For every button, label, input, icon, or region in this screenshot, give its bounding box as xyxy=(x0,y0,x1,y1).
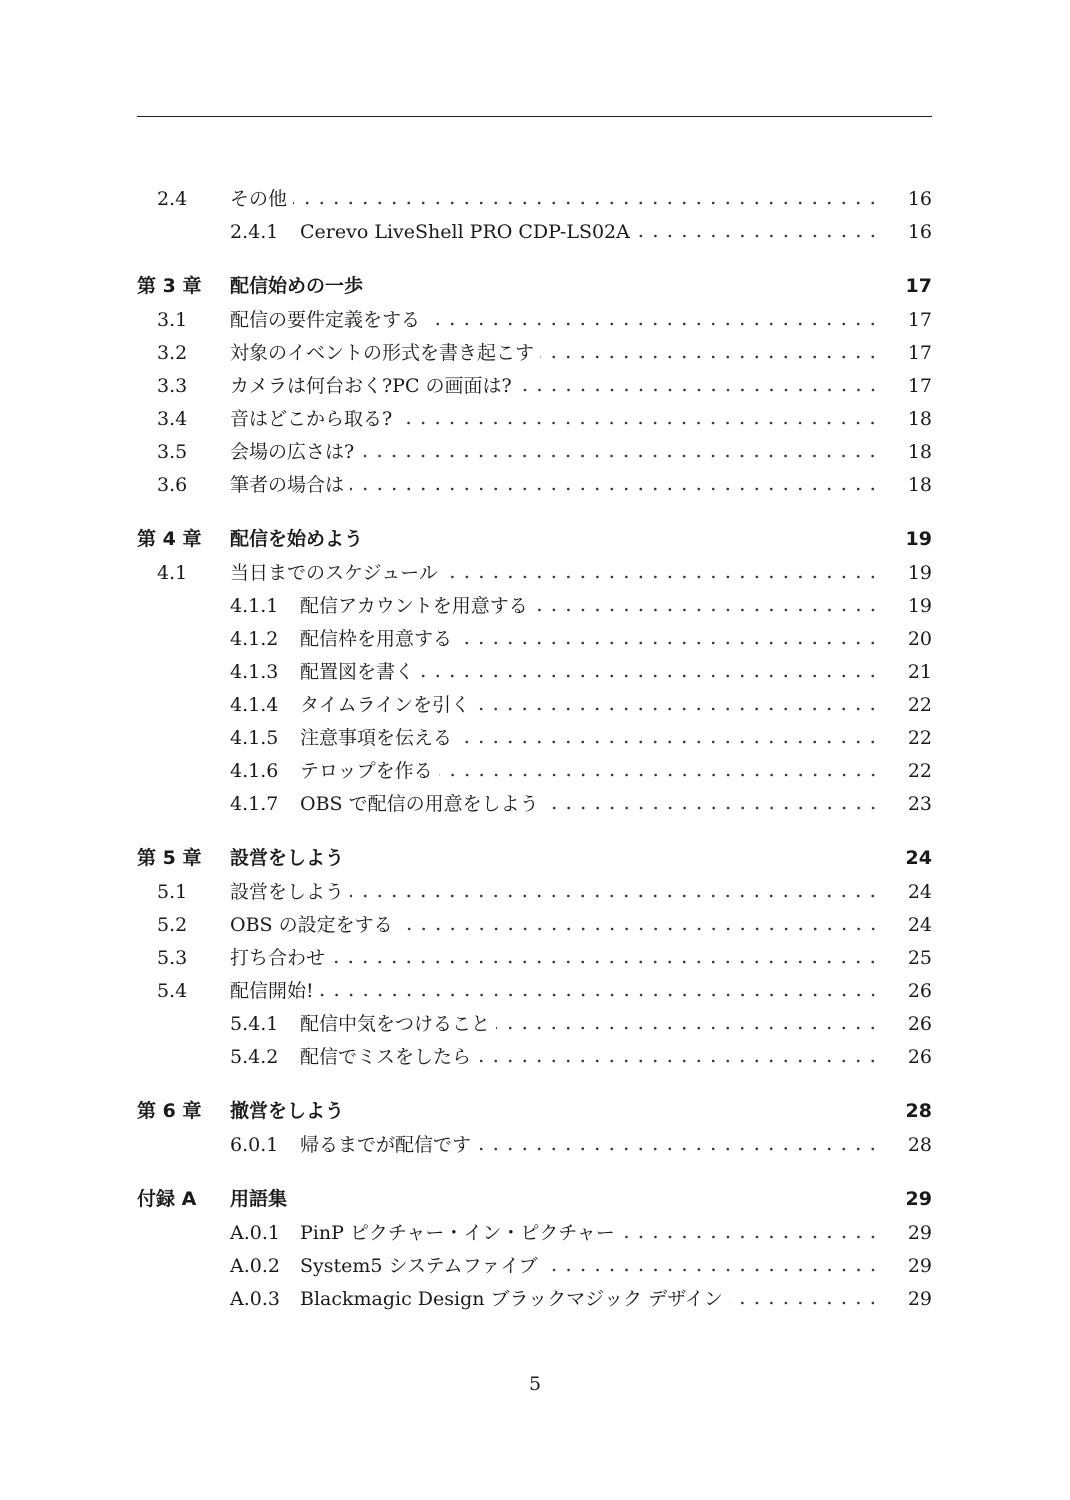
toc-entry-title-text: 打ち合わせ xyxy=(230,947,326,969)
dot-leader xyxy=(331,943,884,973)
toc-entry-title xyxy=(230,877,884,907)
toc-subsection-entry[interactable] xyxy=(137,789,932,819)
toc-entry-title xyxy=(230,470,884,500)
toc-subsection-entry[interactable] xyxy=(137,690,932,720)
dot-leader xyxy=(540,338,884,368)
toc-section-entry[interactable] xyxy=(137,558,932,588)
toc-entry-title-text: 配信開始! xyxy=(230,980,314,1002)
toc-entry-title-text: 設営をしよう xyxy=(230,881,345,903)
toc-entry-page: 29 xyxy=(907,1222,932,1244)
toc-entry-number: 第 5 章 xyxy=(137,847,202,869)
toc-subsection-entry[interactable] xyxy=(137,217,932,247)
toc-entry-title xyxy=(230,184,884,214)
toc-entry-title xyxy=(300,624,884,654)
dot-leader xyxy=(477,1042,884,1072)
dot-leader xyxy=(729,1284,884,1314)
toc-entry-title-text: 筆者の場合は xyxy=(230,474,345,496)
dot-leader xyxy=(518,371,884,401)
toc-entry-title xyxy=(230,437,884,467)
toc-entry-page: 29 xyxy=(905,1188,932,1210)
toc-subsection-entry[interactable] xyxy=(137,1130,932,1160)
toc-section-entry[interactable] xyxy=(137,943,932,973)
toc-subsection-entry[interactable] xyxy=(137,1009,932,1039)
toc-section-entry[interactable] xyxy=(137,976,932,1006)
dot-leader xyxy=(420,657,884,687)
dot-leader xyxy=(496,1009,884,1039)
toc-entry-page: 19 xyxy=(907,562,932,584)
dot-leader xyxy=(399,910,884,940)
toc-entry-title xyxy=(300,723,884,753)
toc-entry-page: 26 xyxy=(907,1046,932,1068)
dot-leader xyxy=(544,1251,884,1281)
toc-entry-title xyxy=(230,943,884,973)
toc-entry-number: 第 3 章 xyxy=(137,275,202,297)
toc-entry-number: 4.1.5 xyxy=(230,727,279,749)
toc-entry-title xyxy=(230,843,350,873)
toc-entry-page: 29 xyxy=(907,1288,932,1310)
toc-entry-page: 24 xyxy=(907,914,932,936)
toc-entry-title xyxy=(300,789,884,819)
toc-entry-page: 20 xyxy=(907,628,932,650)
toc-entry-number: 4.1 xyxy=(157,562,188,584)
dot-leader xyxy=(293,184,884,214)
toc-entry-title xyxy=(230,404,884,434)
toc-entry-title xyxy=(300,756,884,786)
toc-entry-page: 16 xyxy=(907,188,932,210)
toc-entry-number: 6.0.1 xyxy=(230,1134,279,1156)
toc-entry-title xyxy=(230,1096,350,1126)
toc-entry-title xyxy=(230,976,884,1006)
toc-entry-title xyxy=(230,558,884,588)
toc-entry-number: 付録 A xyxy=(137,1188,197,1210)
toc-entry-number: 5.4.2 xyxy=(230,1046,279,1068)
toc-entry-page: 18 xyxy=(907,441,932,463)
toc-entry-number: 4.1.3 xyxy=(230,661,279,683)
toc-entry-page: 17 xyxy=(907,309,932,331)
toc-entry-title-text: 配置図を書く xyxy=(300,661,415,683)
toc-entry-page: 21 xyxy=(907,661,932,683)
toc-entry-number: A.0.1 xyxy=(230,1222,280,1244)
toc-entry-title-text: テロップを作る xyxy=(300,760,433,782)
toc-entry-title xyxy=(230,371,884,401)
dot-leader xyxy=(636,217,884,247)
toc-subsection-entry[interactable] xyxy=(137,591,932,621)
toc-entry-title-text: 配信の要件定義をする xyxy=(230,309,421,331)
dot-leader xyxy=(534,591,884,621)
toc-subsection-entry[interactable] xyxy=(137,1251,932,1281)
toc-entry-number: 5.4 xyxy=(157,980,188,1002)
toc-subsection-entry[interactable] xyxy=(137,1042,932,1072)
toc-entry-page: 24 xyxy=(905,847,932,869)
toc-entry-page: 29 xyxy=(907,1255,932,1277)
toc-entry-page: 25 xyxy=(907,947,932,969)
toc-entry-title-text: タイムラインを引く xyxy=(300,694,471,716)
toc-entry-title xyxy=(300,1251,884,1281)
toc-chapter-entry[interactable] xyxy=(137,524,932,554)
toc-entry-title-text: 配信アカウントを用意する xyxy=(300,595,528,617)
dot-leader xyxy=(458,624,884,654)
toc-entry-title xyxy=(300,591,884,621)
toc-entry-title xyxy=(230,910,884,940)
toc-entry-page: 19 xyxy=(905,528,932,550)
toc-entry-page: 22 xyxy=(907,727,932,749)
toc-entry-title xyxy=(230,524,369,554)
toc-entry-title xyxy=(300,657,884,687)
toc-entry-number: 3.2 xyxy=(157,342,188,364)
toc-entry-title xyxy=(230,338,884,368)
toc-entry-number: 4.1.4 xyxy=(230,694,279,716)
toc-entry-number: 4.1.2 xyxy=(230,628,279,650)
toc-subsection-entry[interactable] xyxy=(137,756,932,786)
toc-entry-title-text: System5 システムファイブ xyxy=(300,1255,538,1277)
toc-entry-title-text: OBS の設定をする xyxy=(230,914,393,936)
toc-entry-title-text: 設営をしよう xyxy=(230,847,345,869)
toc-subsection-entry[interactable] xyxy=(137,624,932,654)
toc-entry-title xyxy=(300,1284,884,1314)
toc-entry-title-text: 会場の広さは? xyxy=(230,441,355,463)
toc-subsection-entry[interactable] xyxy=(137,1218,932,1248)
toc-entry-number: 第 6 章 xyxy=(137,1100,202,1122)
toc-entry-number: A.0.3 xyxy=(230,1288,280,1310)
toc-entry-title xyxy=(300,1130,884,1160)
toc-entry-title-text: 配信を始めよう xyxy=(230,528,364,550)
toc-entry-page: 17 xyxy=(907,342,932,364)
toc-entry-page: 22 xyxy=(907,760,932,782)
dot-leader xyxy=(350,877,884,907)
dot-leader xyxy=(439,756,884,786)
toc-entry-title-text: 用語集 xyxy=(230,1188,288,1210)
toc-entry-title xyxy=(300,217,884,247)
toc-entry-title-text: 音はどこから取る? xyxy=(230,408,393,430)
toc-entry-title xyxy=(300,690,884,720)
toc-section-entry[interactable] xyxy=(137,371,932,401)
toc-entry-title-text: 帰るまでが配信です xyxy=(300,1134,472,1156)
toc-entry-page: 17 xyxy=(905,275,932,297)
toc-section-entry[interactable] xyxy=(137,470,932,500)
toc-entry-title-text: 注意事項を伝える xyxy=(300,727,453,749)
toc-entry-page: 17 xyxy=(907,375,932,397)
toc-entry-number: 5.1 xyxy=(157,881,188,903)
toc-chapter-entry[interactable] xyxy=(137,843,932,873)
toc-entry-page: 18 xyxy=(907,408,932,430)
toc-entry-number: 4.1.6 xyxy=(230,760,279,782)
toc-entry-title xyxy=(230,271,369,301)
dot-leader xyxy=(458,723,884,753)
toc-entry-page: 24 xyxy=(907,881,932,903)
dot-leader xyxy=(360,437,884,467)
toc-entry-title-text: 配信でミスをしたら xyxy=(300,1046,472,1068)
header-rule xyxy=(137,116,932,117)
toc-entry-page: 26 xyxy=(907,1013,932,1035)
toc-section-entry[interactable] xyxy=(137,404,932,434)
toc-entry-number: 4.1.1 xyxy=(230,595,279,617)
toc-entry-number: 3.4 xyxy=(157,408,188,430)
toc-section-entry[interactable] xyxy=(137,910,932,940)
toc-entry-title xyxy=(300,1042,884,1072)
toc-entry-title-text: OBS で配信の用意をしよう xyxy=(300,793,539,815)
toc-section-entry[interactable] xyxy=(137,305,932,335)
toc-entry-number: 3.6 xyxy=(157,474,188,496)
toc-entry-title-text: カメラは何台おく?PC の画面は? xyxy=(230,375,512,397)
toc-entry-number: 第 4 章 xyxy=(137,528,202,550)
toc-entry-title-text: 対象のイベントの形式を書き起こす xyxy=(230,342,535,364)
toc-entry-number: 3.1 xyxy=(157,309,188,331)
toc-subsection-entry[interactable] xyxy=(137,1284,932,1314)
dot-leader xyxy=(444,558,884,588)
dot-leader xyxy=(320,976,884,1006)
toc-entry-title-text: 配信中気をつけること xyxy=(300,1013,491,1035)
toc-entry-page: 23 xyxy=(907,793,932,815)
toc-chapter-entry[interactable] xyxy=(137,1184,932,1214)
dot-leader xyxy=(477,1130,884,1160)
toc-subsection-entry[interactable] xyxy=(137,723,932,753)
toc-section-entry[interactable] xyxy=(137,184,932,214)
toc-section-entry[interactable] xyxy=(137,437,932,467)
toc-entry-page: 22 xyxy=(907,694,932,716)
toc-entry-number: 5.4.1 xyxy=(230,1013,279,1035)
dot-leader xyxy=(545,789,884,819)
toc-subsection-entry[interactable] xyxy=(137,657,932,687)
toc-entry-number: 2.4 xyxy=(157,188,188,210)
toc-entry-title-text: PinP ピクチャー・イン・ピクチャー xyxy=(300,1222,615,1244)
toc-entry-page: 28 xyxy=(907,1134,932,1156)
toc-section-entry[interactable] xyxy=(137,877,932,907)
dot-leader xyxy=(398,404,884,434)
dot-leader xyxy=(621,1218,884,1248)
toc-entry-title-text: 配信枠を用意する xyxy=(300,628,453,650)
toc-entry-number: A.0.2 xyxy=(230,1255,280,1277)
toc-entry-number: 4.1.7 xyxy=(230,793,279,815)
toc-entry-page: 26 xyxy=(907,980,932,1002)
toc-entry-page: 18 xyxy=(907,474,932,496)
toc-entry-number: 3.5 xyxy=(157,441,188,463)
toc-entry-page: 16 xyxy=(907,221,932,243)
toc-chapter-entry[interactable] xyxy=(137,271,932,301)
toc-chapter-entry[interactable] xyxy=(137,1096,932,1126)
toc-entry-title-text: 当日までのスケジュール xyxy=(230,562,438,584)
dot-leader xyxy=(476,690,884,720)
dot-leader xyxy=(426,305,884,335)
toc-entry-title-text: 配信始めの一歩 xyxy=(230,275,364,297)
toc-entry-number: 2.4.1 xyxy=(230,221,279,243)
toc-entry-title xyxy=(230,1184,293,1214)
toc-entry-number: 5.2 xyxy=(157,914,188,936)
toc-entry-title-text: その他 xyxy=(230,188,288,210)
toc-entry-page: 28 xyxy=(905,1100,932,1122)
toc-entry-page: 19 xyxy=(907,595,932,617)
toc-section-entry[interactable] xyxy=(137,338,932,368)
toc-entry-title-text: Cerevo LiveShell PRO CDP-LS02A xyxy=(300,221,630,243)
toc-entry-title xyxy=(230,305,884,335)
toc-entry-title xyxy=(300,1009,884,1039)
toc-entry-title-text: Blackmagic Design ブラックマジック デザイン xyxy=(300,1288,723,1310)
dot-leader xyxy=(350,470,884,500)
toc-entry-title xyxy=(300,1218,884,1248)
toc-entry-number: 3.3 xyxy=(157,375,188,397)
toc-entry-title-text: 撤営をしよう xyxy=(230,1100,345,1122)
toc-entry-number: 5.3 xyxy=(157,947,188,969)
page-number: 5 xyxy=(528,1373,542,1395)
